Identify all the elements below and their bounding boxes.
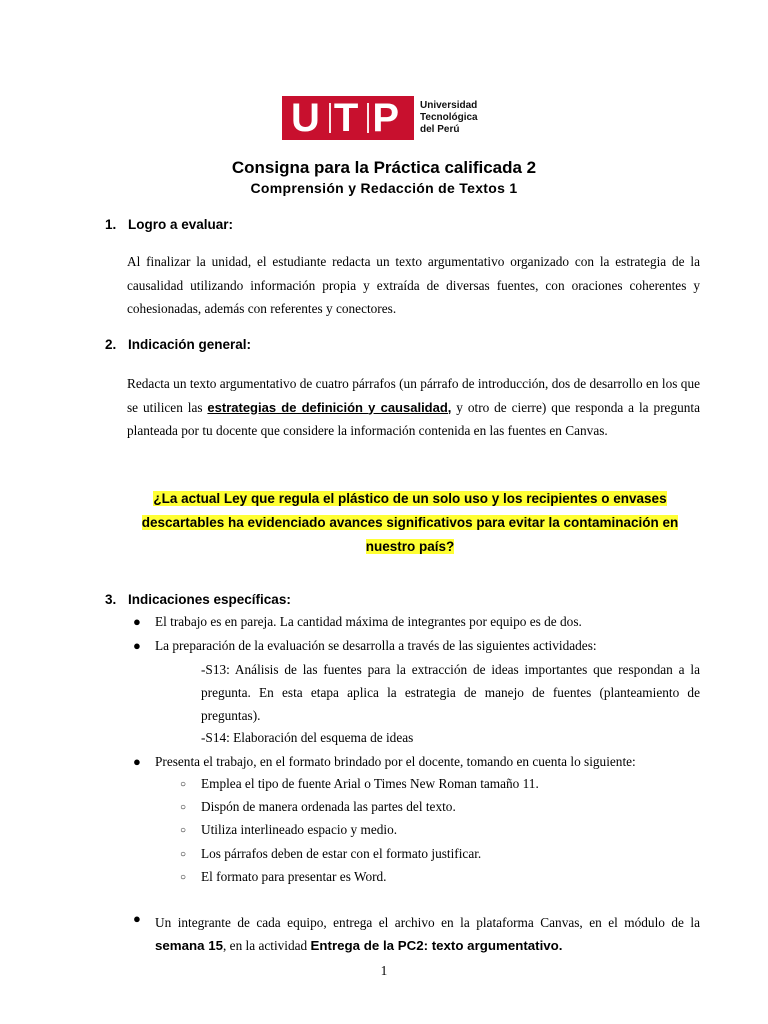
- section-3-heading: [105, 592, 291, 607]
- list-item: El trabajo es en pareja. La cantidad máxima de integrantes por equipo es de dos.: [155, 614, 582, 629]
- document-title: Consigna para la Práctica calificada 2: [231, 158, 537, 177]
- document-subtitle: Comprensión y Redacción de Textos 1: [250, 180, 518, 196]
- body-text: y otro de cierre) que responda a la pregunta planteada por tu docente que considere la información contenida en las fuentes en Canvas.: [127, 399, 700, 438]
- circle-bullet-icon: ○: [180, 825, 187, 836]
- logo-letter-t: T: [333, 96, 365, 140]
- question-line-3: nuestro país?: [365, 539, 455, 554]
- page-number: 1: [380, 963, 388, 978]
- logo-divider: [367, 103, 369, 133]
- section-title: Logro a evaluar:: [128, 217, 234, 232]
- logo-letter-u: U: [291, 96, 326, 140]
- sub-list-item: Emplea el tipo de fuente Arial o Times New Roman tamaño 11.: [201, 776, 539, 791]
- bullet-icon: ●: [133, 754, 141, 769]
- bullet-icon: ●: [133, 911, 141, 926]
- circle-bullet-icon: ○: [180, 849, 187, 860]
- section-number: 2.: [105, 337, 117, 352]
- logo-divider: [329, 103, 331, 133]
- list-item: Presenta el trabajo, en el formato brindado por el docente, tomando en cuenta lo siguiente:: [155, 754, 636, 769]
- question-line-2: descartables ha evidenciado avances significativos para evitar la contaminación en: [141, 515, 679, 530]
- section-2-heading: [105, 337, 251, 352]
- emphasis-text: estrategias de definición y causalidad,: [207, 399, 452, 415]
- circle-bullet-icon: ○: [180, 779, 187, 790]
- sub-list-item: Utiliza interlineado espacio y medio.: [201, 822, 398, 837]
- list-item: La preparación de la evaluación se desarrolla a través de las siguientes actividades:: [155, 638, 597, 653]
- utp-logo: [282, 96, 478, 140]
- logo-line-2: Tecnológica: [420, 112, 478, 123]
- bullet-icon: ●: [133, 614, 141, 629]
- logo-line-1: Universidad: [420, 100, 478, 111]
- section-1-body: Al finalizar la unidad, el estudiante redacta un texto argumentativo organizado con la estrategia de la causalidad utilizando información propia y extraída de diversas fuentes, con oraciones coherentes y cohesionadas, además con referentes y conectores.: [127, 254, 700, 316]
- body-text: Redacta un texto argumentativo de cuatro párrafos (un párrafo de introducción, dos de desarrollo en los que se utilicen las: [127, 376, 700, 415]
- activity-s14: -S14: Elaboración del esquema de ideas: [201, 730, 414, 745]
- sub-list-item: Los párrafos deben de estar con el formato justificar.: [201, 846, 482, 861]
- emphasis-text: semana 15: [155, 938, 224, 953]
- logo-letter-p: P: [372, 96, 406, 140]
- body-text: , en la actividad: [223, 938, 311, 953]
- sub-list-item: Dispón de manera ordenada las partes del texto.: [201, 799, 456, 814]
- bullet-icon: ●: [133, 638, 141, 653]
- section-number: 1.: [105, 217, 117, 232]
- section-number: 3.: [105, 592, 117, 607]
- section-1-heading: [105, 217, 233, 232]
- logo-mark: [282, 96, 414, 140]
- logo-line-3: del Perú: [420, 124, 460, 135]
- circle-bullet-icon: ○: [180, 872, 187, 883]
- sub-list-item: El formato para presentar es Word.: [201, 869, 387, 884]
- question-line-1: ¿La actual Ley que regula el plástico de un solo uso y los recipientes o envases: [153, 491, 667, 506]
- section-title: Indicación general:: [128, 337, 252, 352]
- list-item: [155, 911, 700, 957]
- emphasis-text: Entrega de la PC2: texto argumentativo.: [310, 938, 563, 953]
- section-2-body: [127, 372, 700, 443]
- body-text: Un integrante de cada equipo, entrega el archivo en la plataforma Canvas, en el módulo de la: [155, 915, 700, 930]
- activity-s13: -S13: Análisis de las fuentes para la extracción de ideas importantes que respondan a la pregunta. En esta etapa aplica la estrategia de manejo de fuentes (planteamiento de preguntas).: [201, 662, 700, 723]
- section-title: Indicaciones específicas:: [128, 592, 291, 607]
- circle-bullet-icon: ○: [180, 802, 187, 813]
- highlighted-question: [110, 487, 710, 559]
- logo-wordmark: [420, 100, 478, 136]
